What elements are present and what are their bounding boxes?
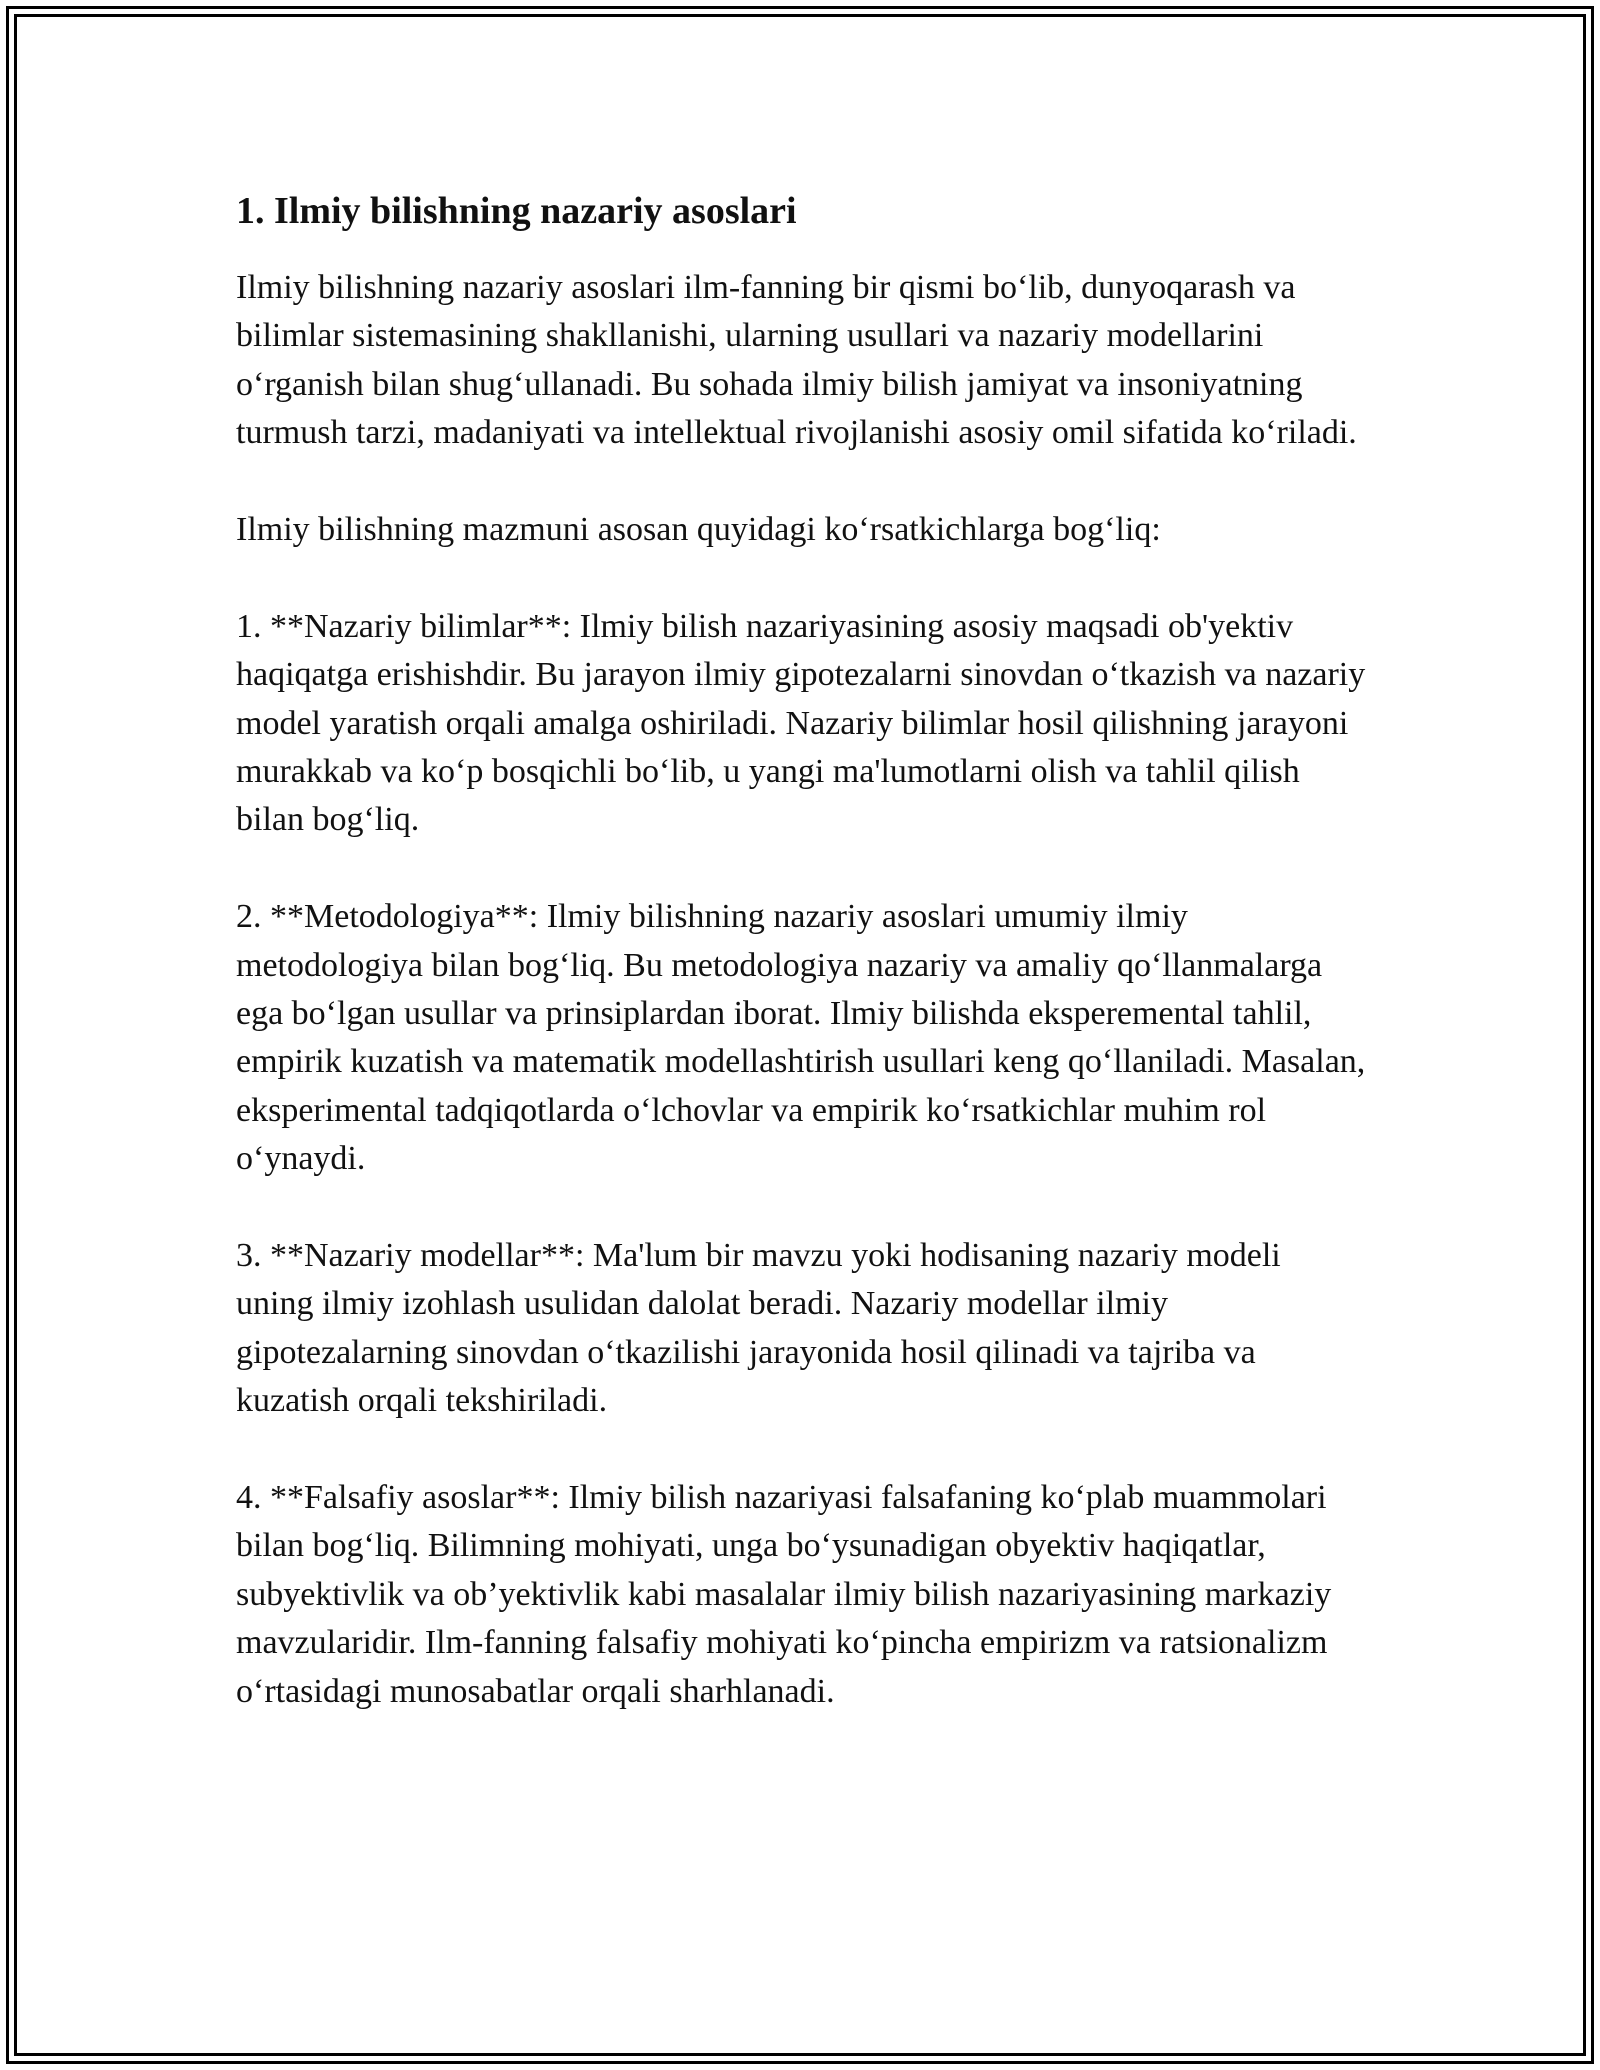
paragraph-item-3: 3. **Nazariy modellar**: Ma'lum bir mavzu yoki hodisaning nazariy modeli uning ilmiy izohlash usulidan dalolat beradi. Nazariy modellar ilmiy gipotezalarning sinovdan o‘tkazilishi jarayonida hosil qilinadi va tajriba va kuzatish orqali tekshiriladi. (236, 1237, 1281, 1420)
paragraph-item-4: 4. **Falsafiy asoslar**: Ilmiy bilish nazariyasi falsafaning ko‘plab muammolari bilan bog‘liq. Bilimning mohiyati, unga bo‘ysunadigan obyektiv haqiqatlar, subyektivlik va ob’yektivlik kabi masalalar ilmiy bilish nazariyasining markaziy mavzularidir. Ilm-fanning falsafiy mohiyati ko‘pincha empirizm va ratsionalizm o‘rtasidagi munosabatlar orqali sharhlanadi. (236, 1479, 1332, 1710)
section-heading: 1. Ilmiy bilishning nazariy asoslari (236, 190, 797, 232)
paragraph-intro: Ilmiy bilishning nazariy asoslari ilm-fanning bir qismi bo‘lib, dunyoqarash va bilimlar sistemasining shakllanishi, ularning usullari va nazariy modellarini o‘rganish bilan shug‘ullanadi. Bu sohada ilmiy bilish jamiyat va insoniyatning turmush tarzi, madaniyati va intellektual rivojlanishi asosiy omil sifatida ko‘riladi. (236, 269, 1357, 452)
paragraph-item-2: 2. **Metodologiya**: Ilmiy bilishning nazariy asoslari umumiy ilmiy metodologiya bilan bog‘liq. Bu metodologiya nazariy va amaliy qo‘llanmalarga ega bo‘lgan usullar va prinsiplardan iborat. Ilmiy bilishda eksperemental tahlil, empirik kuzatish va matematik modellashtirish usullari keng qo‘llaniladi. Masalan, eksperimental tadqiqotlarda o‘lchovlar va empirik ko‘rsatkichlar muhim rol o‘ynaydi. (236, 898, 1366, 1178)
paragraph-lead-in: Ilmiy bilishning mazmuni asosan quyidagi ko‘rsatkichlarga bog‘liq: (236, 511, 1161, 549)
document-body (236, 187, 1366, 1765)
paragraph-item-1: 1. **Nazariy bilimlar**: Ilmiy bilish nazariyasining asosiy maqsadi ob'yektiv haqiqatga erishishdir. Bu jarayon ilmiy gipotezalarni sinovdan o‘tkazish va nazariy model yaratish orqali amalga oshiriladi. Nazariy bilimlar hosil qilishning jarayoni murakkab va ko‘p bosqichli bo‘lib, u yangi ma'lumotlarni olish va tahlil qilish bilan bog‘liq. (236, 607, 1366, 839)
